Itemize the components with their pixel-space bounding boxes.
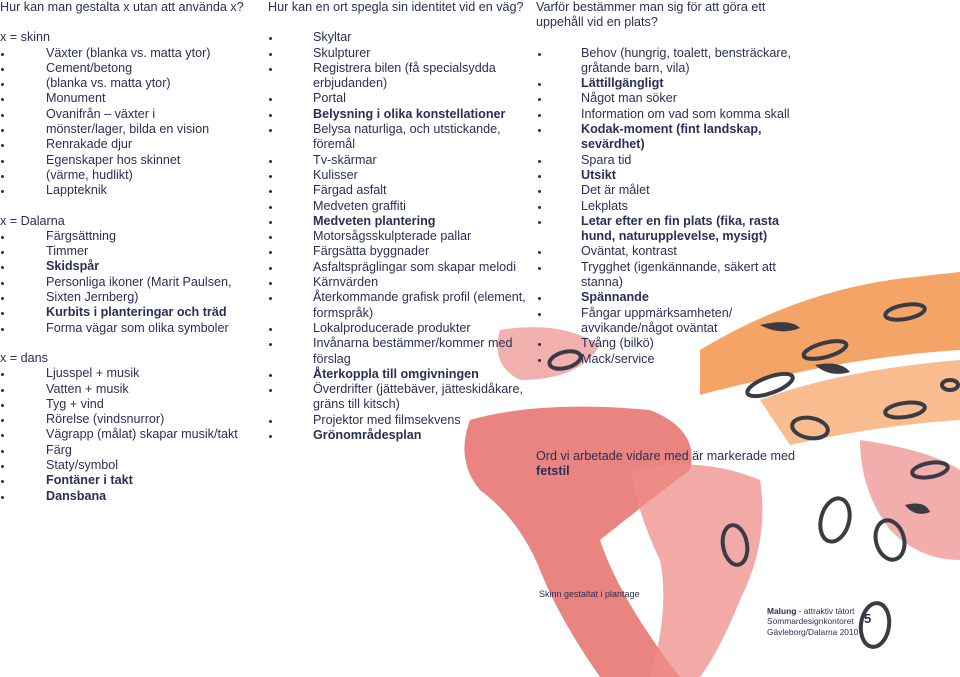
list-item: Skyltar <box>268 30 533 45</box>
list-item: Fångar uppmärksamheten/ avvikande/något oväntat <box>536 306 796 337</box>
list-item: Tyg + vind <box>0 397 250 412</box>
list-item: Cement/betong <box>0 61 250 76</box>
list-item: Vatten + musik <box>0 382 250 397</box>
list-item: Motorsågsskulpterade pallar <box>268 229 533 244</box>
list-item: Renrakade djur <box>0 137 250 152</box>
bullet-list <box>0 229 250 336</box>
list-item: Trygghet (igenkännande, säkert att stanna) <box>536 260 796 291</box>
footer-publication-info <box>767 606 858 637</box>
bold-note <box>536 449 796 480</box>
footer-line2: Sommardesignkontoret <box>767 616 854 627</box>
dark-leaf <box>815 364 850 374</box>
column-identitet <box>268 0 533 443</box>
list-item: Information om vad som komma skall <box>536 107 796 122</box>
list-item: Kodak-moment (fint landskap, sevärdhet) <box>536 122 796 153</box>
bullet-list <box>268 30 533 443</box>
list-item: Projektor med filmsekvens <box>268 413 533 428</box>
list-item: Kurbits i planteringar och träd <box>0 305 250 320</box>
list-item: Ovanifrån – växter i <box>0 107 250 122</box>
list-item: Medveten plantering <box>268 214 533 229</box>
list-item: Belysa naturliga, och utstickande, föremål <box>268 122 533 153</box>
page-number: 5 <box>864 611 872 626</box>
list-item: Mack/service <box>536 352 796 367</box>
list-item: Lappteknik <box>0 183 250 198</box>
list-item: Färg <box>0 443 250 458</box>
list-item: Skidspår <box>0 259 250 274</box>
group-label: x = Dalarna <box>0 213 65 228</box>
list-item: (värme, hudlikt) <box>0 168 250 183</box>
list-item: Behov (hungrig, toalett, bensträckare, gråtande barn, vila) <box>536 46 796 77</box>
list-item: Växter (blanka vs. matta ytor) <box>0 46 250 61</box>
list-item: Sixten Jernberg) <box>0 290 250 305</box>
column-uppehall <box>536 0 796 479</box>
bullet-list <box>536 46 796 367</box>
list-item: Fontäner i takt <box>0 473 250 488</box>
bullet-list <box>0 46 250 199</box>
column-heading: Varför bestämmer man sig för att göra ett uppehåll vid en plats? <box>536 0 766 30</box>
note-text: Ord vi arbetade vidare med är markerade med <box>536 448 795 463</box>
bullet-list <box>0 366 250 504</box>
list-item: Skulpturer <box>268 46 533 61</box>
list-item: Återkommande grafisk profil (element, formspråk) <box>268 290 533 321</box>
list-item: Dansbana <box>0 489 250 504</box>
list-item: Färgsättning <box>0 229 250 244</box>
list-item: Utsikt <box>536 168 796 183</box>
list-item: Grönområdesplan <box>268 428 533 443</box>
list-item: Forma vägar som olika symboler <box>0 321 250 336</box>
list-item: Egenskaper hos skinnet <box>0 153 250 168</box>
list-item: Rörelse (vindsnurror) <box>0 412 250 427</box>
list-item: Portal <box>268 91 533 106</box>
list-item: Registrera bilen (få specialsydda erbjudanden) <box>268 61 533 92</box>
group-label: x = dans <box>0 350 48 365</box>
list-item: Timmer <box>0 244 250 259</box>
list-item: Lättillgängligt <box>536 76 796 91</box>
list-item: (blanka vs. matta ytor) <box>0 76 250 91</box>
list-item: Återkoppla till omgivningen <box>268 367 533 382</box>
list-item: Lekplats <box>536 199 796 214</box>
list-item: Något man söker <box>536 91 796 106</box>
group-skinn <box>0 30 250 198</box>
group-dalarna <box>0 214 250 336</box>
footer-title-rest: - attraktiv tätort <box>796 606 855 616</box>
column-heading: Hur kan en ort spegla sin identitet vid en väg? <box>268 0 524 14</box>
column-gestalta <box>0 0 250 504</box>
list-item: Invånarna bestämmer/kommer med förslag <box>268 336 533 367</box>
group-dans <box>0 351 250 504</box>
column-heading: Hur kan man gestalta x utan att använda x? <box>0 0 244 14</box>
list-item: Personliga ikoner (Marit Paulsen, <box>0 275 250 290</box>
list-item: Letar efter en fin plats (fika, rasta hund, naturupplevelse, mysigt) <box>536 214 796 245</box>
list-item: Asfaltspräglingar som skapar melodi <box>268 260 533 275</box>
image-caption: Skinn gestaltat i plantage <box>539 589 640 599</box>
list-item: Färgad asfalt <box>268 183 533 198</box>
list-item: Ljusspel + musik <box>0 366 250 381</box>
list-item: Lokalproducerade produkter <box>268 321 533 336</box>
footer-title-bold: Malung <box>767 606 797 616</box>
list-item: Vägrapp (målat) skapar musik/takt <box>0 427 250 442</box>
list-item: Spännande <box>536 290 796 305</box>
leaf-ring <box>816 495 854 545</box>
list-item: Överdrifter (jättebäver, jätteskidåkare, gräns till kitsch) <box>268 382 533 413</box>
list-item: Tv-skärmar <box>268 153 533 168</box>
footer-line3: Gävleborg/Dalarna 2010 <box>767 626 859 637</box>
list-item: Tvång (bilkö) <box>536 336 796 351</box>
list-item: mönster/lager, bilda en vision <box>0 122 250 137</box>
list-item: Monument <box>0 91 250 106</box>
list-item: Det är målet <box>536 183 796 198</box>
list-item: Kärnvärden <box>268 275 533 290</box>
list-item: Oväntat, kontrast <box>536 244 796 259</box>
note-bold-word: fetstil <box>536 464 570 479</box>
list-item: Färgsätta byggnader <box>268 244 533 259</box>
group-label: x = skinn <box>0 30 51 45</box>
list-item: Staty/symbol <box>0 458 250 473</box>
list-item: Medveten graffiti <box>268 199 533 214</box>
list-item: Spara tid <box>536 153 796 168</box>
list-item: Belysning i olika konstellationer <box>268 107 533 122</box>
list-item: Kulisser <box>268 168 533 183</box>
